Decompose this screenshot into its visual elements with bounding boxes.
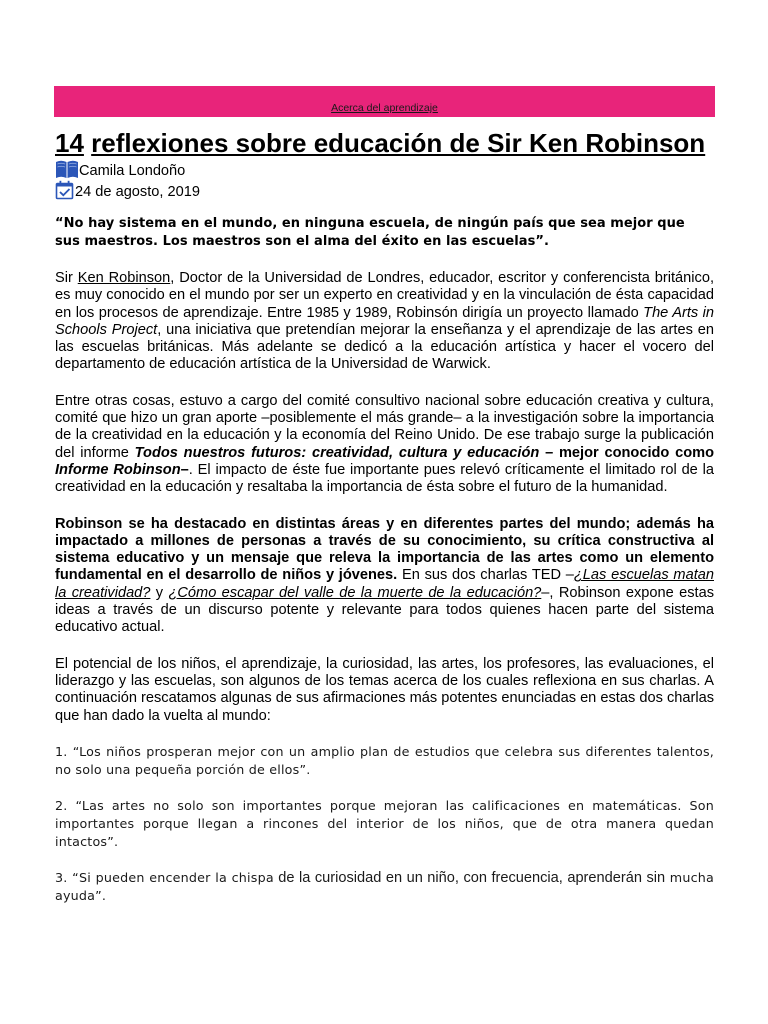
p3-text-c: –, Robinson expone estas ideas a través de un discurso potente y relevante para todos quienes hacen parte del sistema educativo actual. (55, 584, 714, 636)
title-number: 14 (55, 128, 84, 158)
publish-date: 24 de agosto, 2019 (75, 183, 200, 200)
book-icon (55, 158, 79, 180)
p1-text-b: , Doctor de la Universidad de Londres, educador, escritor y conferencista británico, es muy conocido en el mundo por ser un experto en creatividad y en la vinculación de ésta capacidad en los procesos de aprendizaje. Entre 1985 y 1989, Robinsón dirigía un proyecto llamado (55, 270, 714, 321)
paragraph-2 (55, 393, 714, 497)
paragraph-1 (55, 270, 714, 374)
p1-text-c: , una iniciativa que pretendían mejorar la enseñanza y el aprendizaje de las artes en las escuelas británicas. Más adelante se dedicó a la educación artística y hacer el vocero del departamento de educación artística de la Universidad de Warwick. (55, 321, 714, 373)
article-content (55, 128, 714, 905)
ken-robinson-link[interactable]: Ken Robinson (77, 270, 171, 286)
quote-item-1: 1. “Los niños prosperan mejor con un amplio plan de estudios que celebra sus diferentes talentos, no solo una pequeña porción de ellos”. (55, 743, 714, 777)
lead-quote: “No hay sistema en el mundo, en ninguna escuela, de ningún país que sea mejor que sus maestros. Los maestros son el alma del éxito en las escuelas”. (55, 216, 685, 249)
item3-text-c: mucha ayuda”. (55, 869, 714, 903)
quote-item-2: 2. “Las artes no solo son importantes porque mejoran las calificaciones en matemáticas. Son importantes porque llegan a rincones del interior de los niños, que de otra manera quedan intactos”. (55, 797, 714, 849)
author-name[interactable]: Camila Londoño (79, 162, 186, 179)
p2-bold-b: – (180, 461, 189, 478)
category-bar (54, 86, 715, 117)
p3-text-b: y (150, 584, 169, 601)
item3-text-b: de la curiosidad en un niño, con frecuencia, aprenderán sin (273, 869, 666, 886)
paragraph-4: El potencial de los niños, el aprendizaje, la curiosidad, las artes, los profesores, las evaluaciones, el liderazgo y las escuelas, son algunos de los temas acerca de los cuales reflexiona en sus charlas. A continuación rescatamos algunas de sus afirmaciones más potentes enunciadas en estas dos charlas que han dado la vuelta al mundo: (55, 655, 714, 724)
p1-text-a: Sir (55, 270, 78, 286)
p3-bold: Robinson se ha destacado en distintas áreas y en diferentes partes del mundo; además ha impactado a millones de personas a través de su conocimiento, su crítica constructiva al sistema educativo y un mensaje que releva la importancia de las artes como un elemento fundamental en el desarrollo de niños y jóvenes. (55, 515, 714, 584)
ted-talk-link-2[interactable]: ¿Cómo escapar del valle de la muerte de la educación? (168, 584, 542, 601)
author-line (55, 159, 714, 180)
p3-text-a: En sus dos charlas TED – (397, 567, 574, 584)
article-title (55, 128, 714, 159)
p2-bold-a: – mejor conocido como (539, 444, 715, 461)
item3-text-a: 3. “Si pueden encender la chispa (55, 869, 274, 885)
title-text: reflexiones sobre educación de Sir Ken Robinson (91, 128, 706, 158)
category-link[interactable]: Acerca del aprendizaje (331, 102, 438, 114)
paragraph-3 (55, 516, 714, 637)
ted-talk-link-1[interactable]: ¿Las escuelas matan la creatividad? (55, 567, 714, 601)
calendar-check-icon (55, 180, 75, 201)
p2-text-a: Entre otras cosas, estuvo a cargo del comité consultivo nacional sobre educación creativa y cultura, comité que hizo un gran aporte –posiblemente el más grande– a la investigación sobre la importancia de la creatividad en la educación y la economía del Reino Unido. De ese trabajo surge la publicación del informe (55, 392, 714, 461)
quote-item-3 (55, 869, 714, 905)
report-title: Todos nuestros futuros: creatividad, cultura y educación (134, 444, 540, 461)
date-line (55, 180, 714, 201)
report-nickname: Informe Robinson (55, 461, 181, 478)
project-name: The Arts in Schools Project (55, 304, 714, 338)
p2-text-b: . El impacto de éste fue importante pues relevó críticamente el limitado rol de la creatividad en la educación y resaltaba la importancia de ésta sobre el futuro de la humanidad. (55, 461, 714, 496)
